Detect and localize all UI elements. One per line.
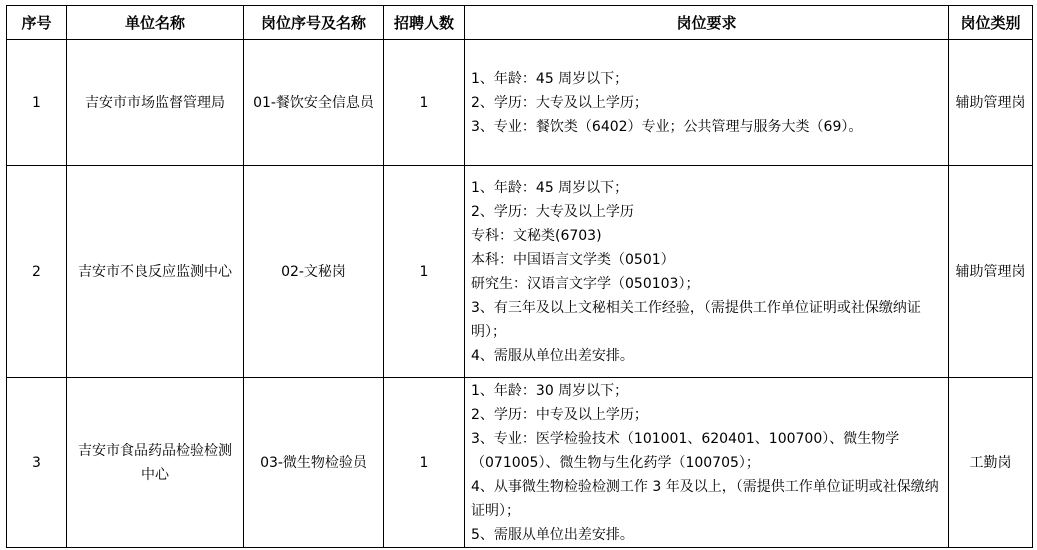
cell-unit: 吉安市不良反应监测中心 xyxy=(67,166,244,378)
requirement-line: 2、学历：大专及以上学历； xyxy=(471,94,648,111)
cell-count: 1 xyxy=(384,40,465,166)
header-position: 岗位序号及名称 xyxy=(244,6,384,40)
cell-position: 02-文秘岗 xyxy=(244,166,384,378)
requirement-line: 1、年龄：30 周岁以下； xyxy=(471,382,629,399)
recruitment-table xyxy=(6,5,1033,548)
cell-position: 03-微生物检验员 xyxy=(244,378,384,548)
requirement-line: 2、学历：中专及以上学历； xyxy=(471,406,648,423)
cell-count: 1 xyxy=(384,378,465,548)
requirement-line: 1、年龄：45 周岁以下； xyxy=(471,179,629,196)
cell-unit: 吉安市食品药品检验检测中心 xyxy=(67,378,244,548)
cell-requirements xyxy=(465,378,949,548)
requirement-line: 专科：文秘类(6703) xyxy=(471,227,602,244)
header-no: 序号 xyxy=(7,6,67,40)
requirement-line: 4、从事微生物检验检测工作 3 年及以上，（需提供工作单位证明或社保缴纳证明）； xyxy=(471,478,939,519)
cell-unit: 吉安市市场监督管理局 xyxy=(67,40,244,166)
cell-no: 1 xyxy=(7,40,67,166)
requirement-line: 本科：中国语言文学类（0501） xyxy=(471,251,675,268)
table-row xyxy=(7,40,1033,166)
cell-position: 01-餐饮安全信息员 xyxy=(244,40,384,166)
cell-no: 3 xyxy=(7,378,67,548)
table-row xyxy=(7,166,1033,378)
cell-no: 2 xyxy=(7,166,67,378)
cell-category: 工勤岗 xyxy=(949,378,1033,548)
header-category: 岗位类别 xyxy=(949,6,1033,40)
cell-category: 辅助管理岗 xyxy=(949,40,1033,166)
header-unit: 单位名称 xyxy=(67,6,244,40)
cell-category: 辅助管理岗 xyxy=(949,166,1033,378)
requirement-line: 研究生：汉语言文字学（050103）； xyxy=(471,275,700,292)
header-count: 招聘人数 xyxy=(384,6,465,40)
header-row xyxy=(7,6,1033,40)
cell-requirements xyxy=(465,166,949,378)
requirement-line: 5、需服从单位出差安排。 xyxy=(471,526,634,543)
requirement-line: 3、专业：餐饮类（6402）专业；公共管理与服务大类（69）。 xyxy=(471,118,863,135)
requirement-line: 1、年龄：45 周岁以下； xyxy=(471,70,629,87)
requirement-line: 3、专业：医学检验技术（101001、620401、100700）、微生物学（071005）、微生物与生化药学（100705）； xyxy=(471,430,900,471)
requirement-line: 2、学历：大专及以上学历 xyxy=(471,203,634,220)
requirement-line: 3、有三年及以上文秘相关工作经验，（需提供工作单位证明或社保缴纳证明）； xyxy=(471,299,921,340)
header-requirements: 岗位要求 xyxy=(465,6,949,40)
table-row xyxy=(7,378,1033,548)
cell-requirements xyxy=(465,40,949,166)
requirement-line: 4、需服从单位出差安排。 xyxy=(471,347,634,364)
cell-count: 1 xyxy=(384,166,465,378)
